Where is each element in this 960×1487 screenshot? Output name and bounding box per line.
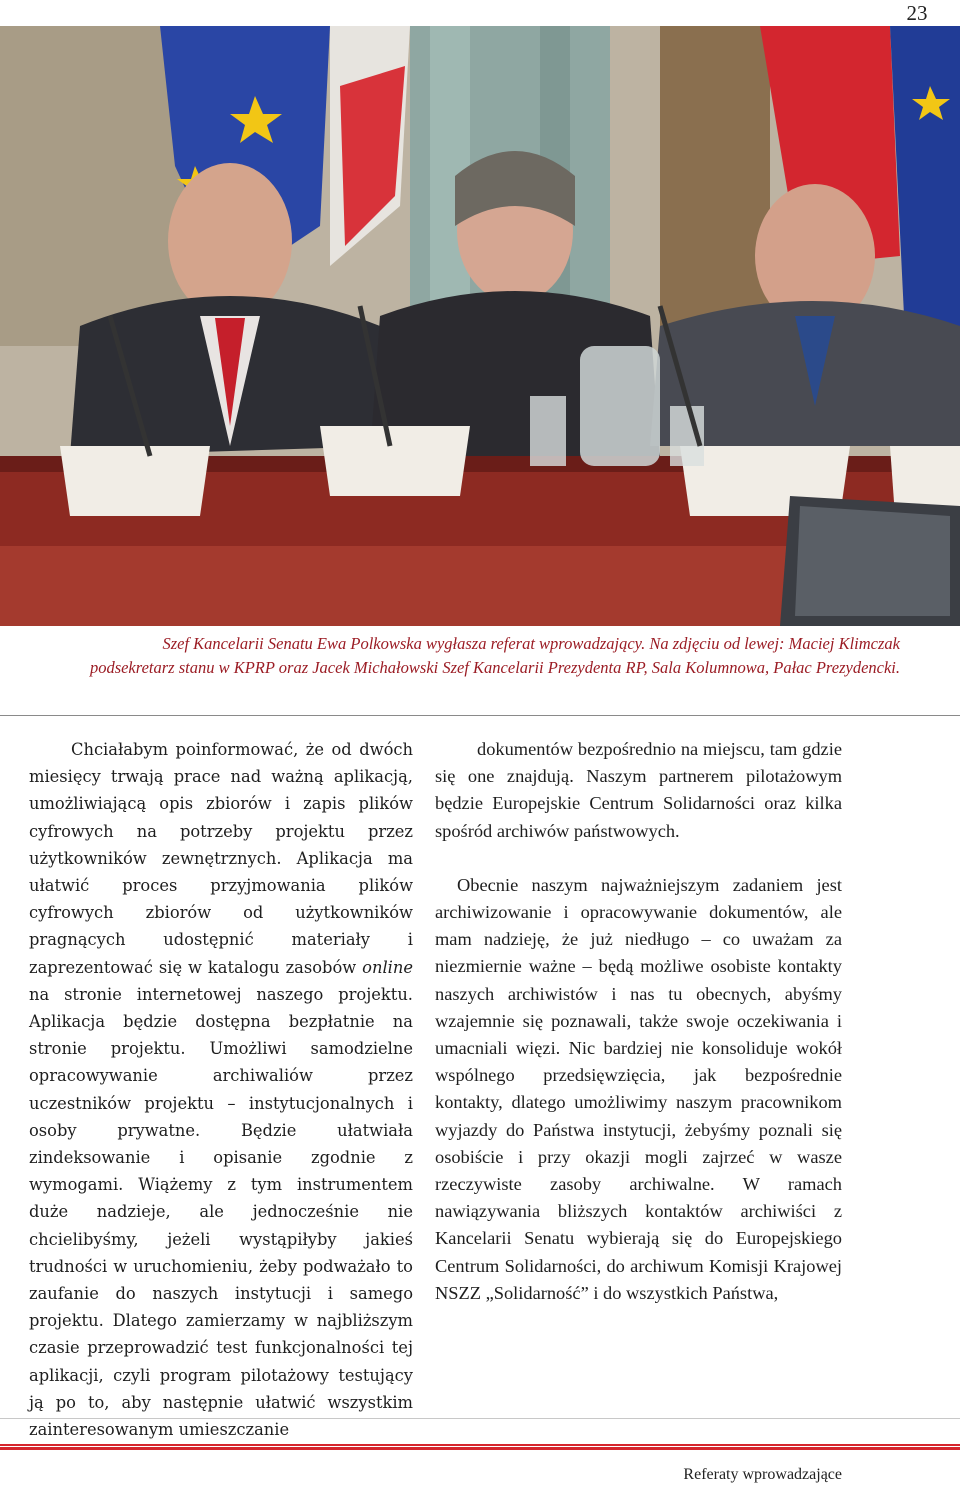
footer-section-title: Referaty wprowadzające	[683, 1466, 842, 1483]
paragraph-text-a: Chciałabym poinformować, że od dwóch miesięcy trwają prace nad ważną aplikacją, umożliwiającą opis zbiorów i zapis plików cyfrowych na potrzeby projektu przez użytkowników zewnętrznych. Aplikacja ma ułatwić proces przyjmowania plików cyfrowych zbiorów od użytkowników pragnących udostępnić materiały i zaprezentować się w katalogu zasobów	[29, 740, 413, 977]
footer-band-gap	[0, 1446, 960, 1447]
section-rule	[0, 715, 960, 716]
paragraph-text-b: na stronie internetowej naszego projektu. Aplikacja będzie dostępna bezpłatnie na stronie projektu. Umożliwi samodzielne opracowywanie archiwaliów przez uczestników projektu – instytucjonalnych i osoby prywatne. Będzie ułatwiała zindeksowanie i opisanie zgodnie z wymogami. Wiążemy z tym instrumentem duże nadzieje, ale jednocześnie nie chcielibyśmy, jeżeli wystąpiłyby jakieś trudności w uruchomieniu, żeby podważało to zaufanie do naszych instytucji i samego projektu. Dlatego zamierzamy w najbliższym czasie przeprowadzić test funkcjonalności tej aplikacji, czyli program pilotażowy testujący ją po to, aby następnie ułatwić wszystkim zainteresowanym umieszczanie	[29, 984, 413, 1440]
caption-line-2: podsekretarz stanu w KPRP oraz Jacek Michałowski Szef Kancelarii Prezydenta RP, Sala Kolumnowa, Pałac Prezydencki.	[89, 658, 900, 677]
paragraph: dokumentów bezpośrednio na miejscu, tam gdzie się one znajdują. Naszym partnerem pilotażowym będzie Europejskie Centrum Solidarności oraz kilka spośród archiwów państwowych.	[435, 739, 842, 841]
footer-rule	[0, 1418, 960, 1419]
conference-photo	[0, 26, 960, 626]
caption-line-1: Szef Kancelarii Senatu Ewa Polkowska wygłasza referat wprowadzający. Na zdjęciu od lewej: Maciej Klimczak	[162, 634, 900, 653]
footer-red-band	[0, 1444, 960, 1450]
page-number: 23	[906, 1, 928, 25]
text-column-left	[29, 736, 413, 1443]
paragraph: Obecnie naszym najważniejszym zadaniem jest archiwizowanie i opracowywanie dokumentów, ale mam nadzieję, że już niedługo – co uważam za niezmiernie ważne – będą możliwe osobiste kontakty naszych archiwistów i nas tu obecnych, abyśmy wzajemnie się poznawali, także swoje oczekiwania i umacniali więzi. Nic bardziej nie konsoliduje wokół wspólnego przedsięwzięcia, jak bezpośrednie kontakty, dlatego umożliwimy naszym pracownikom wyjazdy do Państwa instytucji, żebyśmy poznali się osobiście i przy okazji mogli zajrzeć w wasze rzeczywiste zasoby archiwalne. W ramach nawiązywania bliższych kontaktów archiwiści z Kancelarii Senatu wybierają się do Europejskiego Centrum Solidarności, do archiwum Komisji Krajowej NSZZ „Solidarność” i do wszystkich Państwa,	[435, 874, 842, 1303]
text-column-right	[435, 736, 842, 1307]
paragraph	[29, 736, 413, 1443]
emphasis-online: online	[362, 957, 413, 977]
photo-caption	[60, 632, 900, 680]
